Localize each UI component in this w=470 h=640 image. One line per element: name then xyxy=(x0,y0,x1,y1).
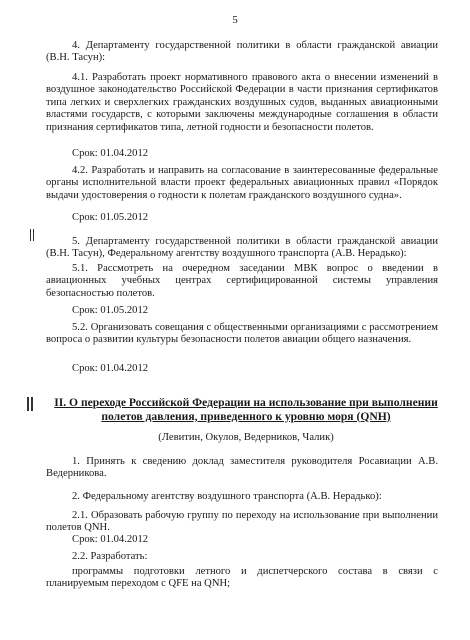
item-5-2 xyxy=(46,322,438,347)
item-4-1 xyxy=(46,72,438,134)
margin-mark xyxy=(27,397,29,411)
section-2-item-2-1 xyxy=(46,510,438,535)
page-number: 5 xyxy=(232,14,238,26)
deadline-5-2 xyxy=(46,363,438,375)
deadline-4-2 xyxy=(46,212,438,224)
item-5-text: 5. Департаменту государственной политики в области гражданской авиации (В.Н. Тасун), Федеральному агентству воздушного транспорта (А.В. Нерадько): xyxy=(46,236,438,260)
section-2-item-2-2a-text: программы подготовки летного и диспетчерского состава в связи с планируемым переходом с QFE на QNH; xyxy=(46,566,438,590)
margin-mark xyxy=(31,397,33,411)
section-2-authors: (Левитин, Окулов, Ведерников, Чалик) xyxy=(158,432,334,443)
margin-mark xyxy=(33,229,34,241)
item-5-1-text: 5.1. Рассмотреть на очередном заседании МВК вопрос о введении в авиационных учебных центрах сертифицированной системы управления безопасностью полетов. xyxy=(46,263,438,299)
section-2-item-2-2 xyxy=(46,551,438,563)
section-2-item-2-2a xyxy=(46,566,438,591)
item-4-1-text: 4.1. Разработать проект нормативного правового акта о внесении изменений в воздушное законодательство Российской Федерации в части признания сертификатов типа легких и сверхлегких гражданских воздушных судов, выданных авиационными властями государств, с которыми заключены международные соглашения в области признания сертификатов типа, летной годности и безопасности полетов. xyxy=(46,72,438,133)
section-2-item-2-1-text: 2.1. Образовать рабочую группу по переходу на использование при выполнении полетов QNH. xyxy=(46,510,438,534)
section-2-item-2-2-text: 2.2. Разработать: xyxy=(72,551,148,562)
section-2-item-2-text: 2. Федеральному агентству воздушного транспорта (А.В. Нерадько): xyxy=(72,491,382,502)
section-2-item-1 xyxy=(46,456,438,481)
item-4-2 xyxy=(46,165,438,202)
item-4-2-text: 4.2. Разработать и направить на согласование в заинтересованные федеральные органы исполнительной власти проект федеральных авиационных правил «Порядок выдачи удостоверения о годности к полетам гражданского воздушного судна». xyxy=(46,165,438,201)
deadline-2-1 xyxy=(46,534,438,546)
deadline-5-1-text: Срок: 01.05.2012 xyxy=(72,305,149,316)
deadline-2-1-text: Срок: 01.04.2012 xyxy=(72,534,149,545)
section-2-title-line1: II. О переходе Российской Федерации на использование при выполнении xyxy=(54,396,438,409)
section-2-title xyxy=(46,396,446,423)
deadline-5-1 xyxy=(46,305,438,317)
section-2-title-line2: полетов давления, приведенного к уровню моря (QNH) xyxy=(101,409,391,423)
item-4-text: 4. Департаменту государственной политики в области гражданской авиации (В.Н. Тасун): xyxy=(46,40,438,64)
item-5-2-text: 5.2. Организовать совещания с общественными организациями с рассмотрением вопроса о развитии культуры безопасности полетов авиации общего назначения. xyxy=(46,322,438,346)
section-2-item-1-text: 1. Принять к сведению доклад заместителя руководителя Росавиации А.В. Ведерникова. xyxy=(46,456,438,480)
deadline-4-1 xyxy=(46,148,438,160)
item-5 xyxy=(46,236,438,261)
deadline-5-2-text: Срок: 01.04.2012 xyxy=(72,363,149,374)
section-2-item-2 xyxy=(46,491,438,503)
deadline-4-2-text: Срок: 01.05.2012 xyxy=(72,212,149,223)
item-4 xyxy=(46,40,438,65)
deadline-4-1-text: Срок: 01.04.2012 xyxy=(72,148,149,159)
margin-mark xyxy=(30,229,31,241)
item-5-1 xyxy=(46,263,438,300)
